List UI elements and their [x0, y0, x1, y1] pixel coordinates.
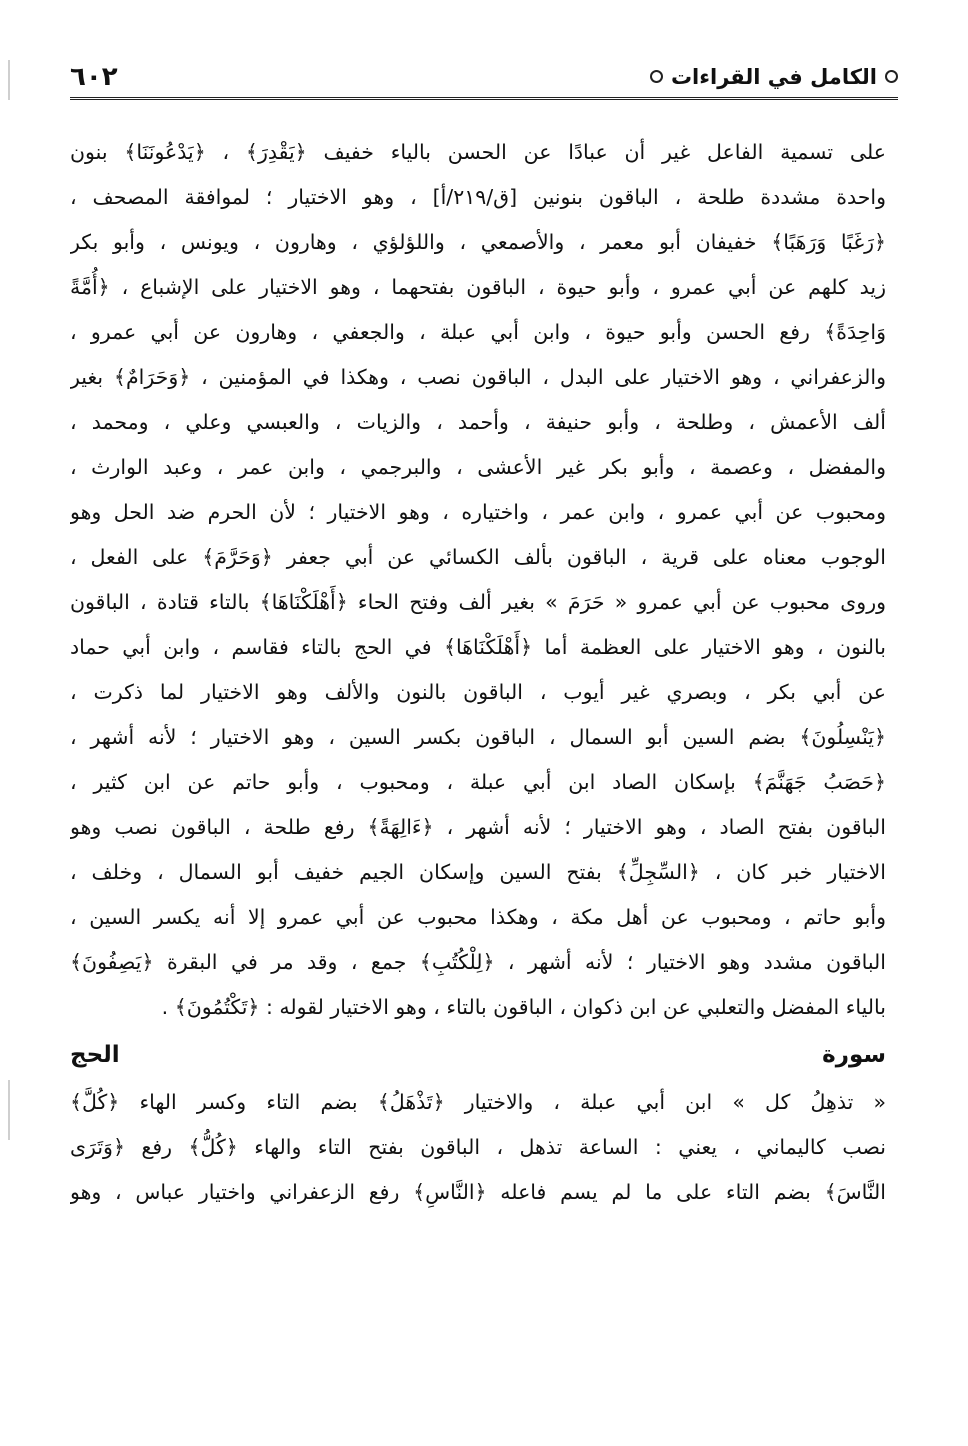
text-line: زيد كلهم عن أبي عمرو ، وأبو حيوة ، الباقون بفتحهما ، وهو الاختيار على الإشباع ، ﴿أُمَّةً	[70, 275, 886, 299]
text-line: ﴿رَغَبًا وَرَهَبًا﴾ خفيفان أبو معمر ، والأصمعي ، واللؤلؤي ، وهارون ، ويونس ، وأبو بكر	[70, 230, 886, 254]
text-line: والزعفراني ، وهو الاختيار على البدل ، الباقون نصب ، وهكذا في المؤمنين ، ﴿وَحَرَامٌ﴾ بغير	[70, 365, 886, 389]
page-number: ٦٠٢	[70, 61, 118, 92]
text-line: بالياء المفضل والتعلبي عن ابن ذكوان ، الباقون بالتاء ، وهو الاختيار لقوله : ﴿تَكْتُمُونَ﴾ .	[161, 995, 886, 1019]
circle-icon	[650, 70, 663, 83]
text-line: ﴿يَنْسِلُونَ﴾ بضم السين أبو السمال ، الباقون بكسر السين ، وهو الاختيار ؛ لأنه أشهر ،	[70, 725, 886, 749]
text-line: واحدة مشددة طلحة ، الباقون بنونين [ق/٢١٩/أ] ، وهو الاختيار ؛ لموافقة المصحف ،	[70, 185, 886, 209]
text-line: عن أبي بكر ، وبصري غير أيوب ، الباقون بالنون والألف وهو الاختيار لما ذكرت ،	[70, 680, 886, 704]
text-line: على تسمية الفاعل غير أن عبادًا عن الحسن بالياء خفيف ﴿يَقْدِرَ﴾ ، ﴿يَدْعُونَنَا﴾ بنون	[70, 140, 886, 164]
circle-icon	[885, 70, 898, 83]
text-line: الوجوب معناه على قرية ، الباقون بألف الكسائي عن أبي جعفر ﴿وَحَرَّمَ﴾ على الفعل ،	[70, 545, 886, 569]
text-line: ومحبوب عن أبي عمرو ، وابن عمر ، واختياره ، وهو الاختيار ؛ لأن الحرم ضد الحل وهو	[70, 500, 886, 524]
text-line: ألف الأعمش ، وطلحة ، وأبو حنيفة ، وأحمد ، والزيات ، والعبسي وعلي ، ومحمد ،	[70, 410, 886, 434]
text-line: الباقون بفتح الصاد ، وهو الاختيار ؛ لأنه أشهر ، ﴿ءَالِهَةً﴾ رفع طلحة ، الباقون نصب وهو	[70, 815, 886, 839]
text-line: ﴿حَصَبُ جَهَنَّمَ﴾ بإسكان الصاد ابن أبي عبلة ، ومحبوب ، وأبو حاتم عن ابن كثير ،	[70, 770, 886, 794]
main-text	[70, 130, 886, 1215]
book-title: الكامل في القراءات	[670, 64, 877, 89]
surah-heading: سورة الحج	[70, 1042, 886, 1068]
scan-margin-mark	[8, 60, 10, 100]
text-line: « تذهِلُ كل » ابن أبي عبلة ، والاختيار ﴿تَذْهَلُ﴾ بضم التاء وكسر الهاء ﴿كُلَّ﴾	[70, 1090, 886, 1114]
text-line: الباقون مشدد وهو الاختيار ؛ لأنه أشهر ، ﴿لِلْكُتُبِ﴾ جمع ، وقد مر في البقرة ﴿يَصِفُونَ﴾	[70, 950, 886, 974]
scan-margin-mark	[8, 1080, 10, 1140]
text-line: الاختيار خبر كان ، ﴿السِّجِلِّ﴾ بفتح السين وإسكان الجيم خفيف أبو السمال ، وخلف ،	[70, 860, 886, 884]
book-title-block	[650, 65, 898, 89]
text-line: بالنون ، وهو الاختيار على العظمة أما ﴿أَهْلَكْنَاهَا﴾ في الحج بالتاء فقاسم ، وابن أبي حماد	[70, 635, 886, 659]
text-line: وَاحِدَةً﴾ رفع الحسن وأبو حيوة ، وابن أبي عبلة ، والجعفي ، وهارون عن أبي عمرو ،	[70, 320, 886, 344]
text-line: والمفضل ، وعصمة ، وأبو بكر غير الأعشى ، والبرجمي ، وابن عمر ، وعبد الوارث ،	[70, 455, 886, 479]
running-header	[70, 56, 898, 100]
text-line: وأبو حاتم ، ومحبوب عن أهل مكة ، وهكذا محبوب عن أبي عمرو إلا أنه يكسر السين ،	[70, 905, 886, 929]
text-line: وروى محبوب عن أبي عمرو « حَرَمَ » بغير ألف وفتح الحاء ﴿أَهْلَكْنَاهَا﴾ بالتاء قتادة ، الباقون	[70, 590, 886, 614]
text-line: النَّاسَ﴾ بضم التاء على ما لم يسم فاعله ﴿النَّاسِ﴾ رفع الزعفراني واختيار عباس ، وهو	[70, 1180, 886, 1204]
text-line: نصب كاليماني ، يعني : الساعة تذهل ، الباقون بفتح التاء والهاء ﴿كُلُّ﴾ رفع ﴿وَتَرَى	[70, 1135, 886, 1159]
